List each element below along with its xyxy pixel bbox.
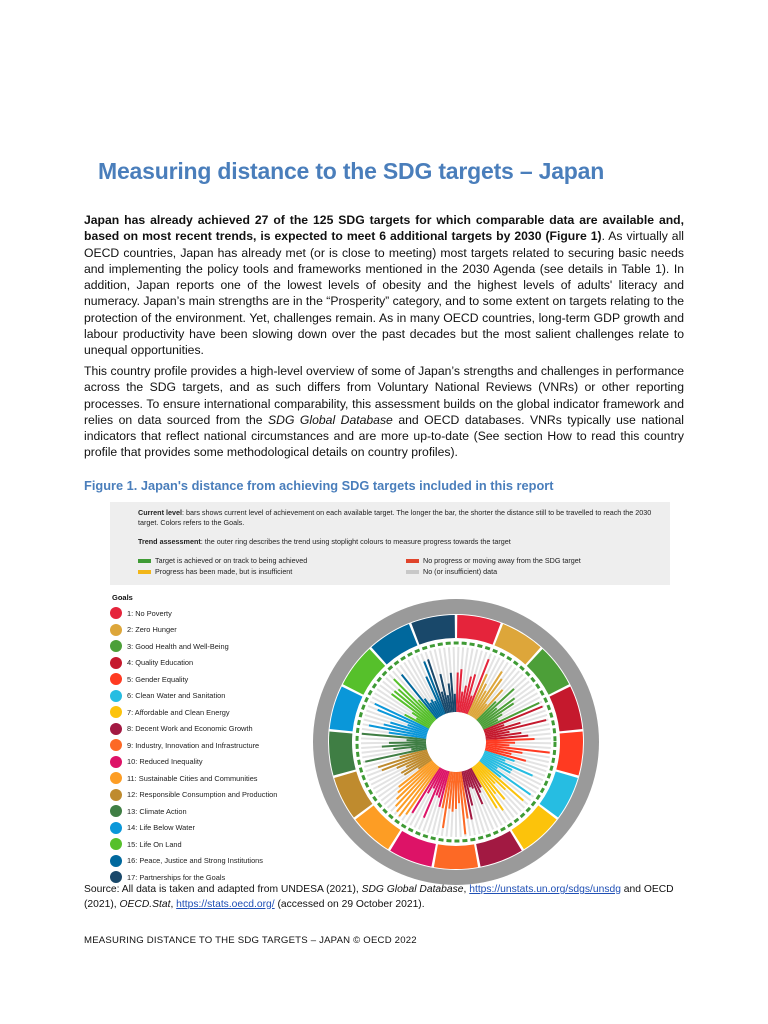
trend-item-label: No (or insufficient) data	[423, 567, 498, 576]
goal-legend-label: 13: Climate Action	[127, 806, 187, 816]
goal-5-icon	[110, 673, 122, 685]
trend-item-no-progress	[406, 556, 581, 566]
current-level-note	[138, 508, 658, 527]
goal-legend-item	[110, 853, 320, 870]
goal-10-icon	[110, 756, 122, 768]
goal-13-icon	[110, 805, 122, 817]
wheel-center	[428, 714, 484, 770]
trend-swatch-grey	[406, 570, 419, 574]
goal-legend-item	[110, 754, 320, 771]
goal-15-icon	[110, 838, 122, 850]
trend-swatch-red	[406, 559, 419, 563]
goals-heading: Goals	[112, 593, 133, 602]
trend-item-label: Target is achieved or on track to being achieved	[155, 556, 308, 565]
goal-legend-item	[110, 671, 320, 688]
goal-4-icon	[110, 657, 122, 669]
goal-legend-label: 5: Gender Equality	[127, 674, 189, 684]
trend-assessment-note	[138, 537, 658, 547]
goal-legend-item	[110, 820, 320, 837]
overview-text-a: This country profile provides a high-level overview of some of Japan’s strengths and challenges in performance across the SDG targets, and as such differs from Voluntary National Reviews (VNRs) or other reporting processes. To ensure international comparability, this assessment builds on the global indicator framework and relies on data sourced from the	[84, 364, 684, 427]
goal-14-icon	[110, 822, 122, 834]
goal-legend-label: 12: Responsible Consumption and Production	[127, 790, 278, 800]
target-bar	[407, 740, 426, 741]
goal-legend-label: 9: Industry, Innovation and Infrastructure	[127, 740, 260, 750]
goal-8-icon	[110, 723, 122, 735]
sdg-wheel-chart	[312, 598, 600, 886]
trend-swatch-green	[138, 559, 151, 563]
goal-9-segment	[434, 844, 478, 869]
intro-body-text: . As virtually all OECD countries, Japan has already met (or is close to meeting) most targets related to securing basic needs and implementing the policy tools and frameworks mentioned in the 2030 Agenda (see details in Table 1). In addition, Japan reports one of the lowest levels of obesity and the highest levels of adults' literacy and numeracy. Japan’s main strengths are in the “Prosperity” category, and to some extent on targets relating to the protection of the environment. Yet, challenges remain. As in many OECD countries, long-term GDP growth and labour productivity have been slowing down over the past decades but the most salient challenges relate to unequal opportunities.	[84, 229, 684, 358]
goal-5-segment	[556, 732, 583, 776]
goal-13-segment	[329, 732, 356, 776]
goal-6-icon	[110, 690, 122, 702]
goal-legend-label: 10: Reduced Inequality	[127, 757, 203, 767]
target-bar	[457, 673, 458, 713]
goal-1-icon	[110, 607, 122, 619]
source-text-a: Source: All data is taken and adapted from UNDESA (2021),	[84, 884, 362, 895]
goals-legend	[110, 605, 320, 886]
trend-assessment-label: Trend assessment	[138, 537, 201, 546]
overview-italic-database: SDG Global Database	[268, 412, 393, 427]
page-footer: MEASURING DISTANCE TO THE SDG TARGETS – JAPAN © OECD 2022	[84, 935, 417, 946]
goal-7-icon	[110, 706, 122, 718]
goal-17-icon	[110, 871, 122, 883]
overview-text-b: and OECD databases. VNRs typically use national indicators that reflect national circumstances and are more up-to-date (See section How to read this country profile that provides some methodological details on country profiles).	[84, 412, 684, 460]
trend-swatch-yellow	[138, 570, 151, 574]
goal-legend-label: 6: Clean Water and Sanitation	[127, 691, 226, 701]
goal-legend-item	[110, 787, 320, 804]
goal-legend-label: 17: Partnerships for the Goals	[127, 872, 226, 882]
goal-legend-item	[110, 737, 320, 754]
current-level-label: Current level	[138, 508, 182, 517]
goal-legend-item	[110, 622, 320, 639]
goal-legend-label: 11: Sustainable Cities and Communities	[127, 773, 258, 783]
source-text-c: and OECD (2021),	[84, 884, 674, 910]
goal-legend-label: 8: Decent Work and Economic Growth	[127, 724, 253, 734]
goal-3-icon	[110, 640, 122, 652]
source-italic-2: OECD.Stat	[119, 898, 171, 910]
overview-paragraph	[84, 363, 684, 461]
figure-source	[84, 883, 688, 912]
goal-legend-label: 4: Quality Education	[127, 658, 194, 668]
goal-legend-label: 14: Life Below Water	[127, 823, 195, 833]
goal-legend-label: 7: Affordable and Clean Energy	[127, 707, 230, 717]
goal-legend-label: 16: Peace, Justice and Strong Institutions	[127, 856, 263, 866]
goal-legend-item	[110, 638, 320, 655]
intro-bold-summary: Japan has already achieved 27 of the 125 SDG targets for which comparable data are available and, based on most recent trends, is expected to meet 6 additional targets by 2030 (Figure 1)	[84, 213, 684, 244]
trend-assessment-text: : the outer ring describes the trend using stoplight colours to measure progress towards the target	[200, 537, 511, 546]
goal-legend-label: 2: Zero Hunger	[127, 625, 177, 635]
trend-item-on-track	[138, 556, 307, 566]
goal-legend-item	[110, 605, 320, 622]
goal-legend-label: 3: Good Health and Well-Being	[127, 641, 229, 651]
goal-legend-item	[110, 704, 320, 721]
goal-legend-item	[110, 803, 320, 820]
trend-item-no-data	[406, 567, 497, 577]
sdg-figure	[110, 502, 670, 880]
goal-11-icon	[110, 772, 122, 784]
current-level-text: : bars shows current level of achievement on each available target. The longer the bar, the shorter the distance still to be travelled to reach the 2030 target. Colors refers to the Goals.	[138, 508, 652, 527]
goal-12-icon	[110, 789, 122, 801]
figure-title: Figure 1. Japan's distance from achieving SDG targets included in this report	[84, 478, 554, 493]
source-text-e: (accessed on 29 October 2021).	[274, 898, 425, 910]
trend-item-insufficient	[138, 567, 292, 577]
goal-legend-item	[110, 721, 320, 738]
goal-legend-item	[110, 655, 320, 672]
goal-legend-label: 15: Life On Land	[127, 839, 182, 849]
goal-legend-item	[110, 688, 320, 705]
trend-item-label: Progress has been made, but is insufficient	[155, 567, 293, 576]
oecd-stat-link[interactable]: https://stats.oecd.org/	[176, 898, 275, 910]
source-text-d: ,	[170, 898, 177, 910]
goal-9-icon	[110, 739, 122, 751]
intro-paragraph	[84, 212, 684, 359]
unstats-link[interactable]: https://unstats.un.org/sdgs/unsdg	[469, 884, 621, 895]
goal-legend-item	[110, 770, 320, 787]
page-title: Measuring distance to the SDG targets – Japan	[98, 158, 605, 184]
goal-legend-item	[110, 836, 320, 853]
goal-legend-label: 1: No Poverty	[127, 608, 172, 618]
goal-2-icon	[110, 624, 122, 636]
source-text-b: ,	[463, 884, 470, 895]
figure-legend-box	[110, 502, 670, 585]
goal-16-icon	[110, 855, 122, 867]
source-italic-1: SDG Global Database	[361, 884, 464, 895]
trend-item-label: No progress or moving away from the SDG target	[423, 556, 581, 565]
